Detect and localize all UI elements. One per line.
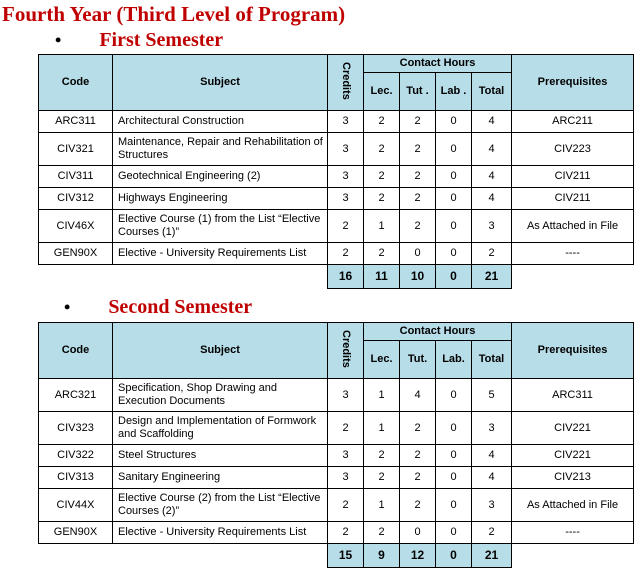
total-header: Total bbox=[472, 341, 512, 379]
table-row bbox=[39, 243, 634, 265]
course-lec: 1 bbox=[364, 489, 400, 522]
credits-header bbox=[328, 323, 364, 379]
course-code: GEN90X bbox=[39, 522, 113, 544]
course-lec: 2 bbox=[364, 166, 400, 188]
second-semester-table bbox=[38, 322, 634, 568]
course-prerequisite: CIV221 bbox=[512, 445, 634, 467]
course-credits: 2 bbox=[328, 522, 364, 544]
total-tut: 12 bbox=[400, 544, 436, 568]
subject-header: Subject bbox=[113, 323, 328, 379]
course-tut: 0 bbox=[400, 522, 436, 544]
course-lab: 0 bbox=[436, 467, 472, 489]
course-tut: 2 bbox=[400, 467, 436, 489]
course-subject: Specification, Shop Drawing and Execution Documents bbox=[113, 379, 328, 412]
second-semester-heading bbox=[64, 296, 252, 319]
course-subject: Highways Engineering bbox=[113, 188, 328, 210]
course-tut: 2 bbox=[400, 489, 436, 522]
course-lab: 0 bbox=[436, 412, 472, 445]
course-lab: 0 bbox=[436, 445, 472, 467]
course-code: CIV322 bbox=[39, 445, 113, 467]
course-credits: 3 bbox=[328, 111, 364, 133]
credits-header-label: Credits bbox=[340, 61, 352, 100]
subject-header: Subject bbox=[113, 55, 328, 111]
course-prerequisite: CIV223 bbox=[512, 133, 634, 166]
course-lab: 0 bbox=[436, 210, 472, 243]
course-lab: 0 bbox=[436, 522, 472, 544]
course-tut: 4 bbox=[400, 379, 436, 412]
course-lab: 0 bbox=[436, 133, 472, 166]
contact-hours-header: Contact Hours bbox=[364, 323, 512, 341]
course-lab: 0 bbox=[436, 111, 472, 133]
course-credits: 2 bbox=[328, 489, 364, 522]
total-lec: 11 bbox=[364, 265, 400, 289]
total-tut: 10 bbox=[400, 265, 436, 289]
course-prerequisite: CIV221 bbox=[512, 412, 634, 445]
course-credits: 3 bbox=[328, 166, 364, 188]
course-tut: 2 bbox=[400, 133, 436, 166]
course-tut: 2 bbox=[400, 210, 436, 243]
table-header-row bbox=[39, 55, 634, 73]
course-subject: Sanitary Engineering bbox=[113, 467, 328, 489]
course-lab: 0 bbox=[436, 166, 472, 188]
table-row bbox=[39, 379, 634, 412]
course-credits: 3 bbox=[328, 445, 364, 467]
total-lab: 0 bbox=[436, 265, 472, 289]
course-total: 4 bbox=[472, 133, 512, 166]
course-lec: 2 bbox=[364, 111, 400, 133]
course-tut: 2 bbox=[400, 445, 436, 467]
course-total: 4 bbox=[472, 467, 512, 489]
course-code: CIV312 bbox=[39, 188, 113, 210]
total-hours: 21 bbox=[472, 544, 512, 568]
course-lec: 2 bbox=[364, 133, 400, 166]
code-header: Code bbox=[39, 55, 113, 111]
table-row bbox=[39, 445, 634, 467]
course-subject: Geotechnical Engineering (2) bbox=[113, 166, 328, 188]
lec-header: Lec. bbox=[364, 341, 400, 379]
credits-header bbox=[328, 55, 364, 111]
course-code: CIV313 bbox=[39, 467, 113, 489]
page-title: Fourth Year (Third Level of Program) bbox=[2, 2, 346, 26]
course-lec: 2 bbox=[364, 522, 400, 544]
course-lec: 2 bbox=[364, 243, 400, 265]
lab-header: Lab. bbox=[436, 341, 472, 379]
course-total: 3 bbox=[472, 412, 512, 445]
course-prerequisite: CIV211 bbox=[512, 188, 634, 210]
tut-header: Tut. bbox=[400, 341, 436, 379]
table-row bbox=[39, 489, 634, 522]
course-code: CIV46X bbox=[39, 210, 113, 243]
course-total: 4 bbox=[472, 111, 512, 133]
course-subject: Elective Course (1) from the List “Elective Courses (1)” bbox=[113, 210, 328, 243]
prerequisites-header: Prerequisites bbox=[512, 55, 634, 111]
table-row bbox=[39, 133, 634, 166]
course-code: CIV311 bbox=[39, 166, 113, 188]
course-total: 4 bbox=[472, 445, 512, 467]
table-row bbox=[39, 166, 634, 188]
course-credits: 3 bbox=[328, 467, 364, 489]
course-credits: 3 bbox=[328, 188, 364, 210]
course-subject: Maintenance, Repair and Rehabilitation of Structures bbox=[113, 133, 328, 166]
course-tut: 0 bbox=[400, 243, 436, 265]
first-semester-heading bbox=[55, 29, 223, 52]
course-subject: Elective - University Requirements List bbox=[113, 243, 328, 265]
course-credits: 2 bbox=[328, 412, 364, 445]
course-code: CIV323 bbox=[39, 412, 113, 445]
lab-header: Lab . bbox=[436, 73, 472, 111]
course-lab: 0 bbox=[436, 188, 472, 210]
course-subject: Architectural Construction bbox=[113, 111, 328, 133]
course-lab: 0 bbox=[436, 489, 472, 522]
course-lec: 2 bbox=[364, 445, 400, 467]
table-row bbox=[39, 210, 634, 243]
course-tut: 2 bbox=[400, 412, 436, 445]
course-subject: Design and Implementation of Formwork and Scaffolding bbox=[113, 412, 328, 445]
course-lec: 1 bbox=[364, 379, 400, 412]
total-credits: 16 bbox=[328, 265, 364, 289]
table-row bbox=[39, 188, 634, 210]
totals-row bbox=[39, 544, 634, 568]
code-header: Code bbox=[39, 323, 113, 379]
course-prerequisite: ARC311 bbox=[512, 379, 634, 412]
course-total: 3 bbox=[472, 489, 512, 522]
semester-title: First Semester bbox=[99, 29, 224, 51]
totals-row bbox=[39, 265, 634, 289]
course-total: 4 bbox=[472, 188, 512, 210]
course-tut: 2 bbox=[400, 111, 436, 133]
course-prerequisite: ---- bbox=[512, 243, 634, 265]
course-total: 4 bbox=[472, 166, 512, 188]
course-lab: 0 bbox=[436, 379, 472, 412]
course-total: 2 bbox=[472, 522, 512, 544]
course-code: ARC321 bbox=[39, 379, 113, 412]
course-code: ARC311 bbox=[39, 111, 113, 133]
course-prerequisite: CIV211 bbox=[512, 166, 634, 188]
tut-header: Tut . bbox=[400, 73, 436, 111]
semester-title: Second Semester bbox=[108, 296, 253, 318]
table-row bbox=[39, 412, 634, 445]
total-header: Total bbox=[472, 73, 512, 111]
lec-header: Lec. bbox=[364, 73, 400, 111]
course-lec: 2 bbox=[364, 467, 400, 489]
prerequisites-header: Prerequisites bbox=[512, 323, 634, 379]
course-prerequisite: As Attached in File bbox=[512, 489, 634, 522]
course-total: 5 bbox=[472, 379, 512, 412]
course-lab: 0 bbox=[436, 243, 472, 265]
bullet: • bbox=[64, 297, 71, 317]
course-tut: 2 bbox=[400, 166, 436, 188]
total-credits: 15 bbox=[328, 544, 364, 568]
course-lec: 1 bbox=[364, 412, 400, 445]
course-subject: Elective Course (2) from the List “Elective Courses (2)” bbox=[113, 489, 328, 522]
course-total: 2 bbox=[472, 243, 512, 265]
credits-header-label: Credits bbox=[340, 329, 352, 368]
table-header-row bbox=[39, 323, 634, 341]
course-credits: 2 bbox=[328, 243, 364, 265]
course-prerequisite: As Attached in File bbox=[512, 210, 634, 243]
course-prerequisite: CIV213 bbox=[512, 467, 634, 489]
course-total: 3 bbox=[472, 210, 512, 243]
course-subject: Steel Structures bbox=[113, 445, 328, 467]
course-code: CIV321 bbox=[39, 133, 113, 166]
course-subject: Elective - University Requirements List bbox=[113, 522, 328, 544]
total-lab: 0 bbox=[436, 544, 472, 568]
total-hours: 21 bbox=[472, 265, 512, 289]
course-prerequisite: ARC211 bbox=[512, 111, 634, 133]
course-credits: 3 bbox=[328, 133, 364, 166]
course-credits: 2 bbox=[328, 210, 364, 243]
course-credits: 3 bbox=[328, 379, 364, 412]
bullet: • bbox=[55, 30, 62, 50]
table-row bbox=[39, 111, 634, 133]
course-code: CIV44X bbox=[39, 489, 113, 522]
course-lec: 1 bbox=[364, 210, 400, 243]
course-lec: 2 bbox=[364, 188, 400, 210]
course-prerequisite: ---- bbox=[512, 522, 634, 544]
first-semester-table bbox=[38, 54, 634, 289]
contact-hours-header: Contact Hours bbox=[364, 55, 512, 73]
course-code: GEN90X bbox=[39, 243, 113, 265]
table-row bbox=[39, 522, 634, 544]
course-tut: 2 bbox=[400, 188, 436, 210]
total-lec: 9 bbox=[364, 544, 400, 568]
table-row bbox=[39, 467, 634, 489]
